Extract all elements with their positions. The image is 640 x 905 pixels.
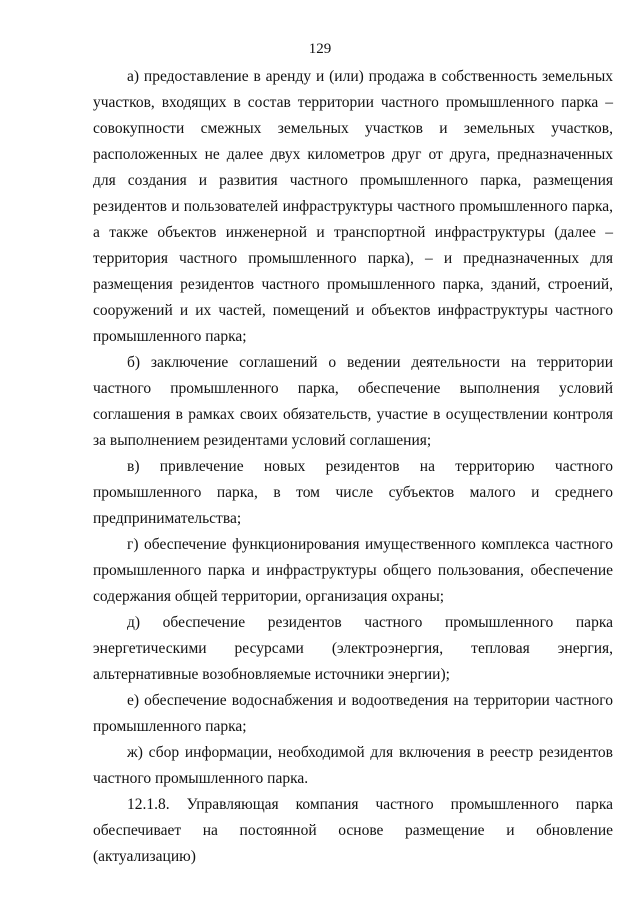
paragraph-e: е) обеспечение водоснабжения и водоотведения на территории частного промышленного парка; (93, 692, 613, 735)
paragraph-12-1-8: 12.1.8. Управляющая компания частного промышленного парка обеспечивает на постоянной основе размещение и обновление (актуализацию) (93, 796, 613, 865)
paragraph-g: г) обеспечение функционирования имущественного комплекса частного промышленного парка и инфраструктуры общего пользования, обеспечение содержания общей территории, организация охраны; (93, 536, 613, 605)
document-body (93, 64, 613, 870)
paragraph-v: в) привлечение новых резидентов на территорию частного промышленного парка, в том числе субъектов малого и среднего предпринимательства; (93, 458, 613, 527)
paragraph-d: д) обеспечение резидентов частного промышленного парка энергетическими ресурсами (электроэнергия, тепловая энергия, альтернативные возобновляемые источники энергии); (93, 614, 613, 683)
paragraph-zh: ж) сбор информации, необходимой для включения в реестр резидентов частного промышленного парка. (93, 744, 613, 787)
page-number: 129 (308, 41, 332, 57)
paragraph-b: б) заключение соглашений о ведении деятельности на территории частного промышленного парка, обеспечение выполнения условий соглашения в рамках своих обязательств, участие в осуществлении контроля за выполнением резидентами условий соглашения; (93, 354, 613, 449)
paragraph-a: а) предоставление в аренду и (или) продажа в собственность земельных участков, входящих в состав территории частного промышленного парка – совокупности смежных земельных участков и земельных участков, расположенных не далее двух километров друг от друга, предназначенных для создания и развития частного промышленного парка, размещения резидентов и пользователей инфраструктуры частного промышленного парка, а также объектов инженерной и транспортной инфраструктуры (далее – территория частного промышленного парка), – и предназначенных для размещения резидентов частного промышленного парка, зданий, строений, сооружений и их частей, помещений и объектов инфраструктуры частного промышленного парка; (93, 68, 613, 345)
